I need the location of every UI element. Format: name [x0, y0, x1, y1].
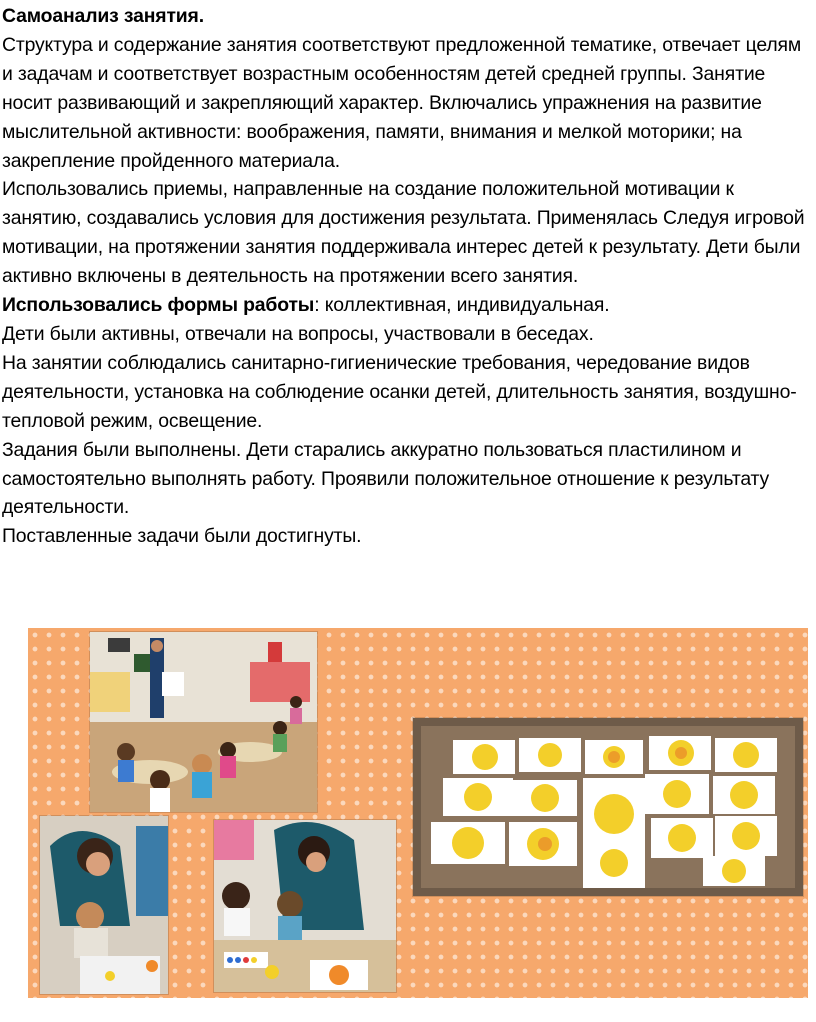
paragraph-structure: Структура и содержание занятия соответствуют предложенной тематике, отвечает целям и задачам и соответствует возрастным особенностям детей средней группы. Занятие носит развивающий и закрепляющий характер. Включались упражнения на развитие мыслительной активности: воображения, памяти, внимания и мелкой моторики; на закрепление пройденного материала. — [2, 33, 802, 172]
paragraph-tasks: Задания были выполнены. Дети старались аккуратно пользоваться пластилином и самостоятельно выполнять работу. Проявили положительное отношение к результату деятельности. — [2, 438, 770, 519]
document-text — [2, 2, 814, 551]
teacher-helping-child-photo — [40, 816, 168, 994]
sun-drawings-photo — [413, 718, 803, 896]
paragraph-methods: Использовались приемы, направленные на создание положительной мотивации к занятию, создавались условия для достижения результата. Применялась Следуя игровой мотивации, на протяжении занятия поддерживала интерес детей к результату. Дети были активно включены в деятельность на протяжении всего занятия. — [2, 178, 805, 288]
forms-value: : коллективная, индивидуальная. — [314, 294, 610, 317]
forms-label: Использовались формы работы — [2, 294, 315, 317]
document-heading: Самоанализ занятия. — [2, 5, 204, 27]
paragraph-hygiene: На занятии соблюдались санитарно-гигиенические требования, чередование видов деятельности, установка на соблюдение осанки детей, длительность занятия, воздушно- тепловой режим, освещение. — [2, 351, 797, 432]
paragraph-activity: Дети были активны, отвечали на вопросы, участвовали в беседах. — [2, 322, 594, 345]
children-painting-photo — [214, 820, 396, 992]
paragraph-conclusion: Поставленные задачи были достигнуты. — [2, 525, 362, 548]
photo-collage — [28, 628, 808, 998]
paragraph-forms — [2, 291, 814, 320]
classroom-photo — [90, 632, 317, 812]
